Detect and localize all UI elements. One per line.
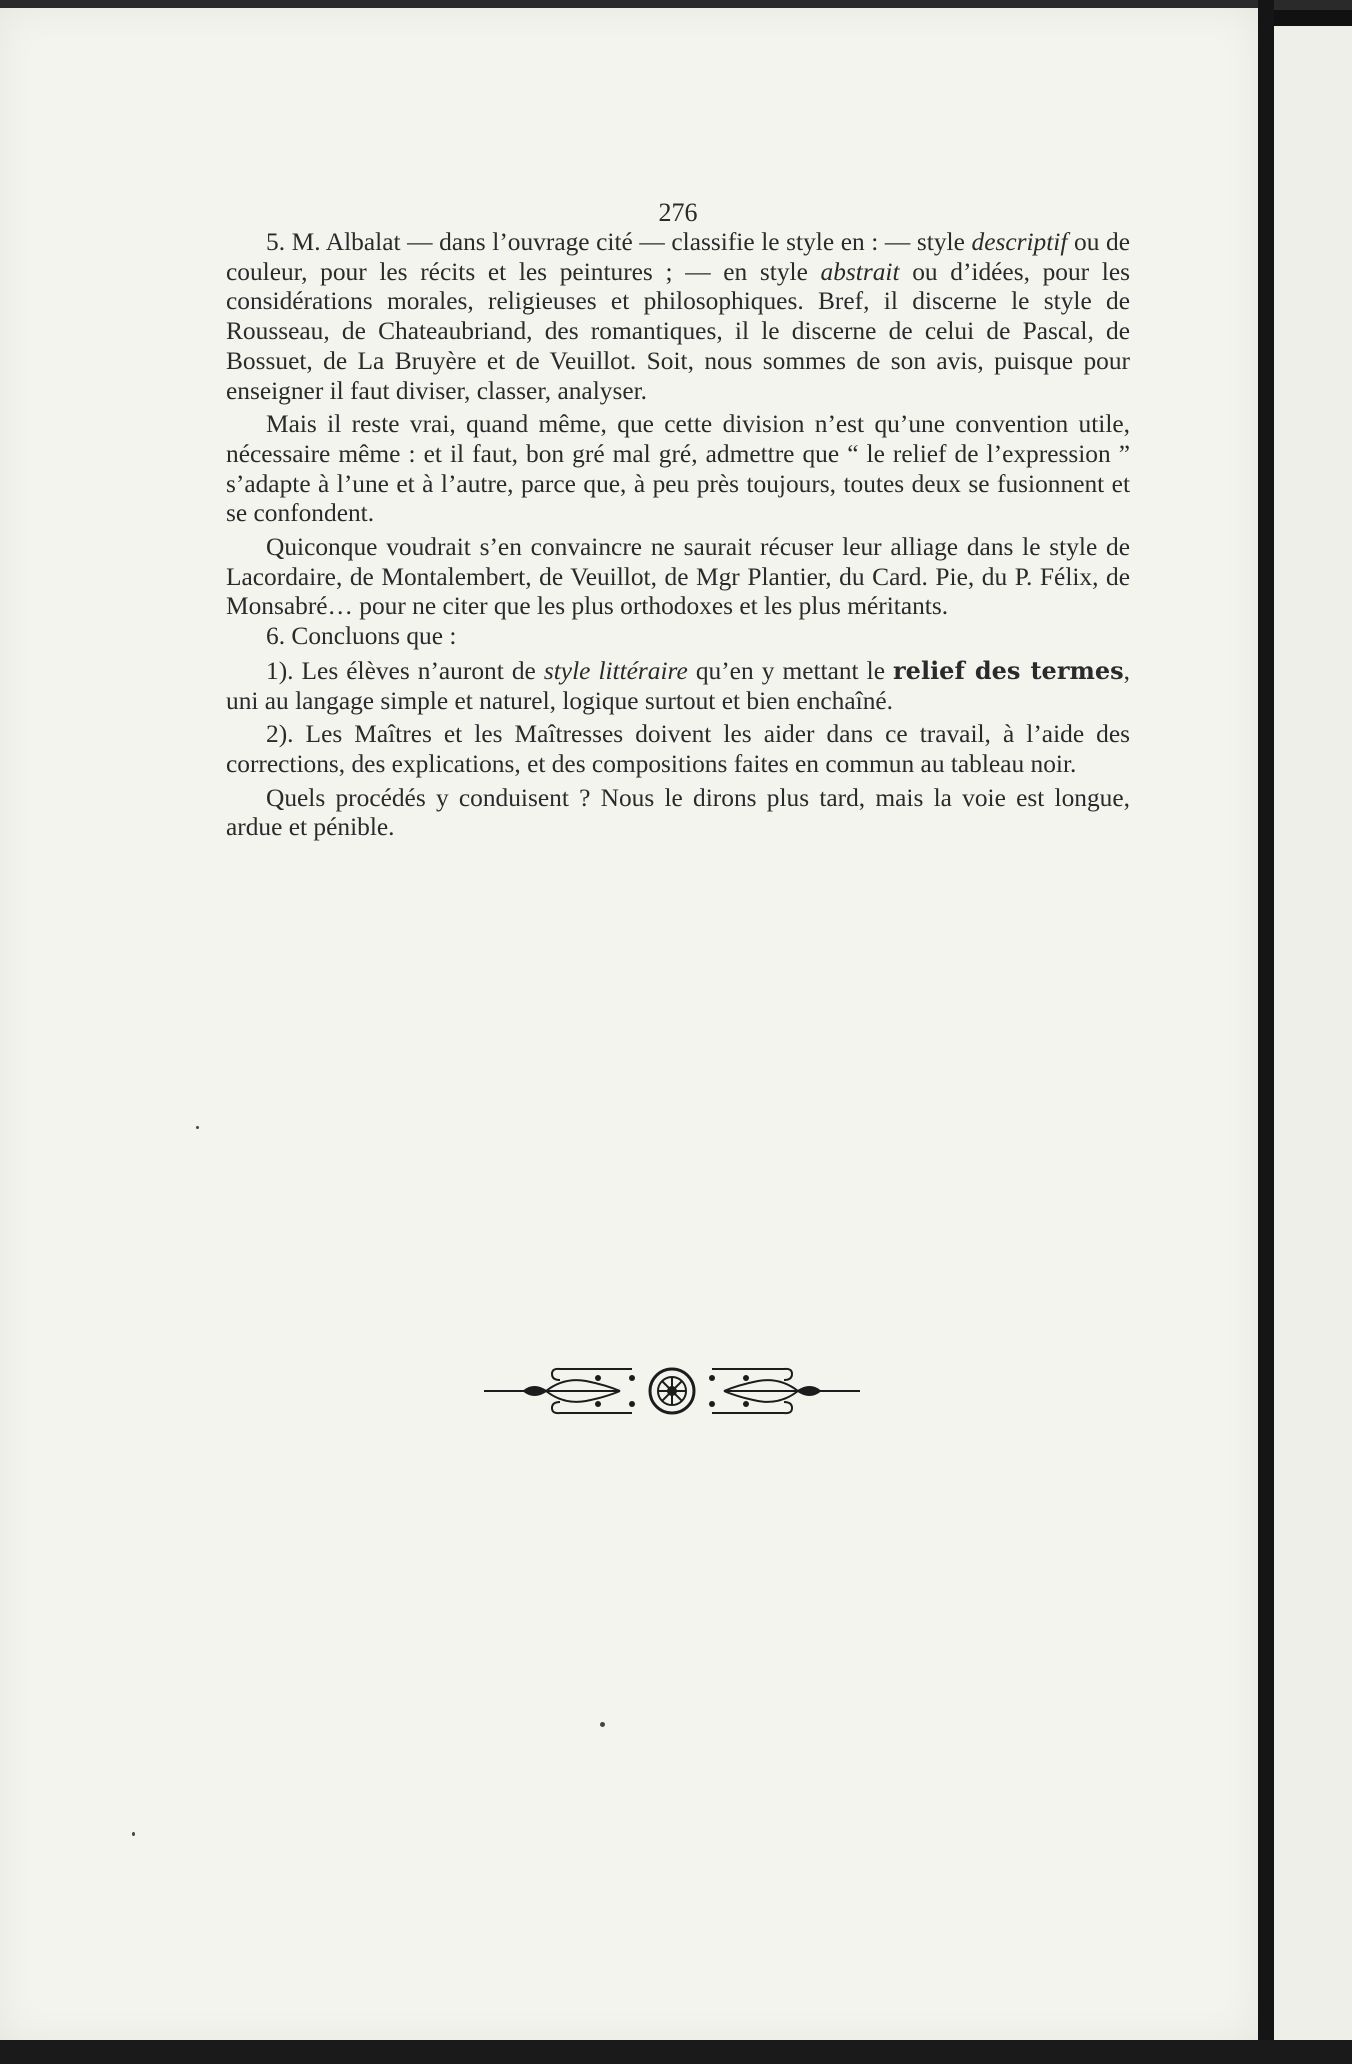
conclusion-2: 2). Les Maîtres et les Maîtresses doivent les aider dans ce travail, à l’aide des corrections, des explications, et des compositions faites en commun au tableau noir. [226,720,1130,778]
page-text [226,198,1130,843]
decorative-fleuron-icon [480,1360,864,1422]
paragraph-text: , uni au langage simple et naturel, logique surtout et bien enchaîné. [226,656,1130,715]
paragraph-text: qu’en y mettant le [687,656,894,685]
paragraph-text: 5. M. Albalat — dans l’ouvrage cité — classifie le style en : — style [266,228,972,256]
facing-page-edge [1274,26,1352,2044]
paragraph-division: Mais il reste vrai, quand même, que cette division n’est qu’une convention utile, nécessaire même : et il faut, bon gré mal gré, admettre que “ le relief de l’expression ” s’adapte à l’une et à l’autre, parce que, à peu près toujours, toutes deux se fusionnent et se confondent. [226,410,1130,528]
bold-term: relief des termes [893,655,1124,685]
page-number: 276 [658,198,698,227]
scan-bottom-edge [0,2040,1352,2064]
scan-speck [196,1126,199,1129]
paragraph-procedes: Quels procédés y conduisent ? Nous le dirons plus tard, mais la voie est longue, ardue et pénible. [226,783,1130,842]
paragraph-text: ou d’idées, pour les considérations morales, religieuses et philosophiques. Bref, il discerne le style de Rousseau, de Chateaubriand, des romantiques, il le discerne de celui de Pascal, de Bossuet, de La Bruyère et de Veuillot. Soit, nous sommes de son avis, puisque pour enseigner il faut diviser, classer, analyser. [226,257,1131,405]
scan-speck [132,1832,135,1836]
scan-speck [600,1722,605,1727]
conclusion-1 [226,656,1130,716]
italic-term: style littéraire [543,656,688,685]
italic-term: abstrait [820,257,900,286]
paragraph-6: 6. Concluons que : [266,622,457,651]
page-gutter [1258,0,1274,2064]
paragraph-5 [226,228,1130,406]
italic-term: descriptif [971,228,1068,256]
paragraph-text: 1). Les élèves n’auront de [266,656,544,685]
paragraph-alliage: Quiconque voudrait s’en convaincre ne saurait récuser leur alliage dans le style de Lacordaire, de Montalembert, de Veuillot, de Mgr Plantier, du Card. Pie, du P. Félix, de Monsabré… pour ne citer que les plus orthodoxes et les plus méritants. [226,533,1130,621]
paragraph-text: ou de couleur, pour les récits et les peintures ; — en style [226,228,1130,286]
